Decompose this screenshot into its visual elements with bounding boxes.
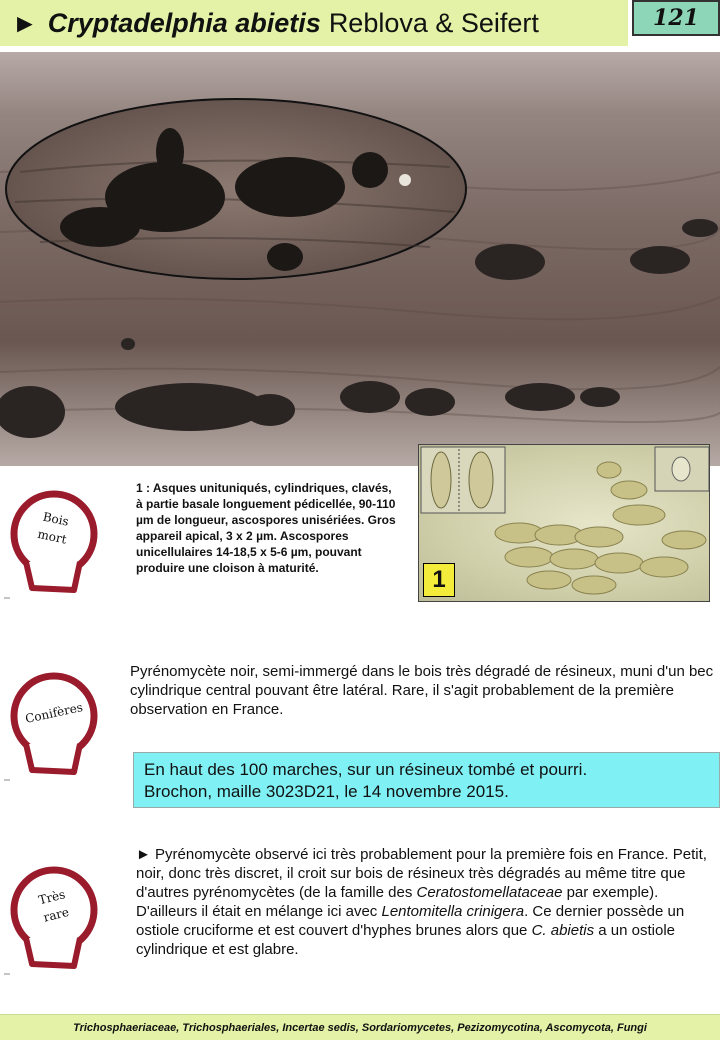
substrate-badge — [4, 490, 104, 602]
host-label: Conifères — [23, 700, 85, 726]
location-box — [133, 752, 720, 808]
notes-part-1: ► Pyrénomycète observé ici très probablement pour la première fois en France. Petit, noir, donc très discret, il croit sur bois de résineux très dégradés au même titre que d'autres pyrénomycètes (de la famille des — [136, 846, 707, 901]
species-name: Cryptadelphia abietis — [47, 7, 321, 38]
page-number: 121 — [632, 0, 720, 36]
notes-taxon-3: C. abietis — [531, 922, 595, 939]
host-badge — [4, 672, 104, 784]
microscope-photo — [418, 444, 710, 602]
notes-text — [136, 845, 711, 959]
notes-taxon-1: Ceratostomellataceae — [416, 884, 563, 901]
title-bar — [0, 0, 628, 46]
notes-part-3: . Ce dernier possède un ostiole cruciforme et est couvert d'hyphes brunes alors que — [136, 903, 685, 939]
substrate-label: Bois mort — [36, 509, 71, 547]
taxonomy-footer: Trichosphaeriaceae, Trichosphaeriales, Incertae sedis, Sordariomycetes, Pezizomycotina, Ascomycota, Fungi — [0, 1014, 720, 1040]
rarity-label: Très rare — [37, 887, 71, 925]
notes-taxon-2: Lentomitella crinigera — [381, 903, 525, 920]
microscopy-caption: 1 : Asques unituniqués, cylindriques, clavés, à partie basale longuement pédicellée, 90-110 µm de longueur, ascospores unisériées. Gros appareil apical, 3 x 2 µm. Ascospores unicellulaires 14-18,5 x 5-6 µm, pouvant produire une cloison à maturité. — [136, 481, 396, 575]
description-text: Pyrénomycète noir, semi-immergé dans le bois très dégradé de résineux, muni d'un bec cylindrique central pouvant être latéral. Rare, il s'agit probablement de la première observation en France. — [130, 663, 714, 718]
main-photo — [0, 52, 720, 466]
notes-part-4: a un ostiole cylindrique et est glabre. — [136, 922, 675, 958]
photo-illustration — [0, 52, 720, 466]
rarity-badge — [4, 866, 104, 978]
figure-number: 1 — [423, 563, 455, 597]
title-arrow: ► — [12, 7, 38, 38]
location-line-1: En haut des 100 marches, sur un résineux tombé et pourri. — [144, 760, 588, 779]
asci-illustration — [419, 445, 710, 602]
author-name: Reblova & Seifert — [328, 7, 539, 38]
notes-part-2: par exemple). D'ailleurs il était en mélange ici avec — [136, 884, 659, 920]
location-line-2: Brochon, maille 3023D21, le 14 novembre 2015. — [144, 782, 509, 801]
